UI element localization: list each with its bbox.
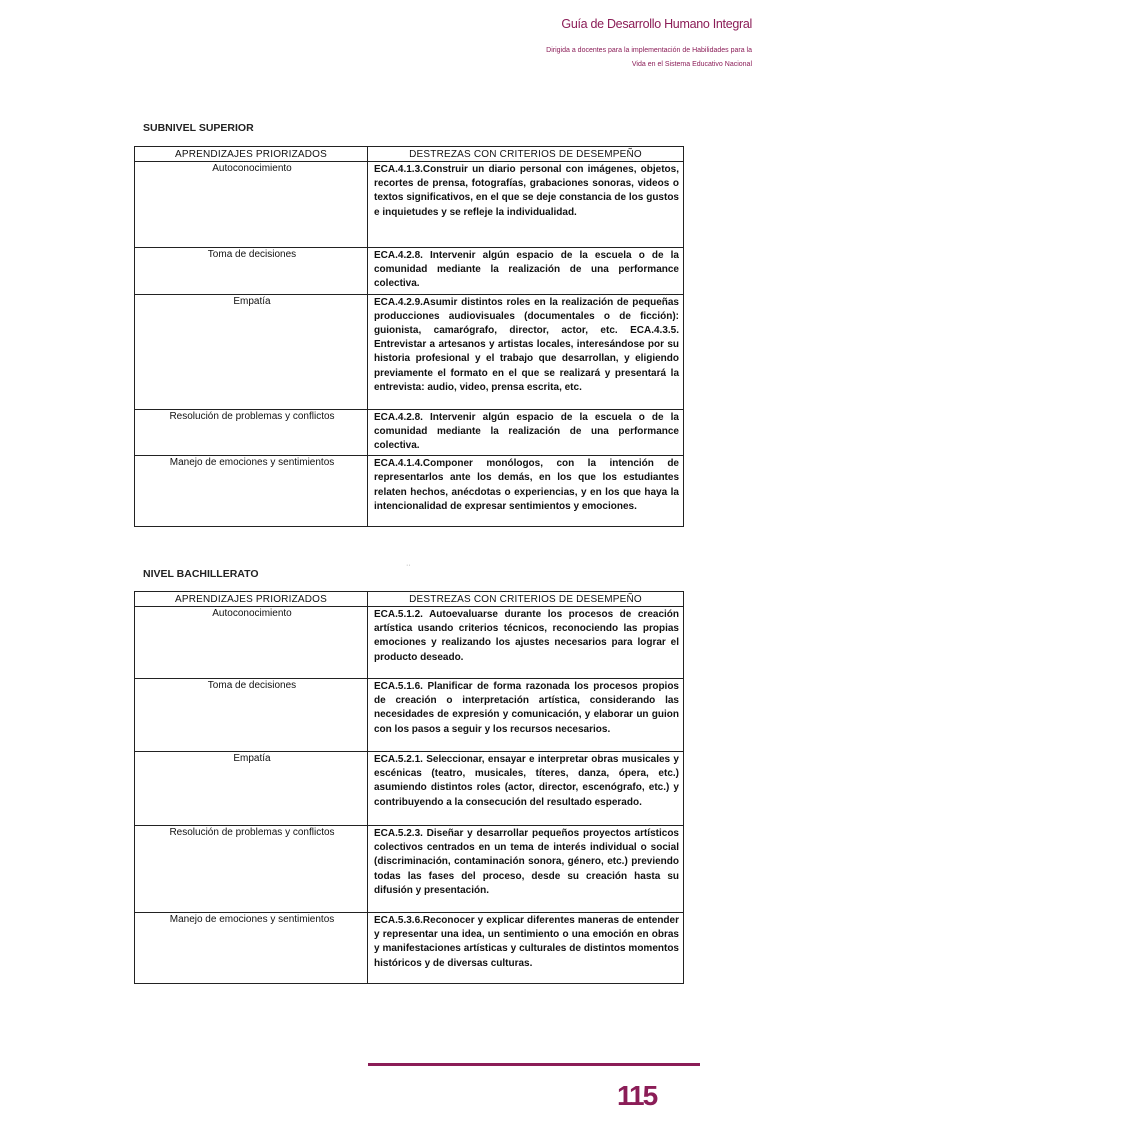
learning-cell: Toma de decisiones <box>135 248 368 295</box>
guide-subtitle <box>452 44 752 72</box>
table-row <box>135 248 684 295</box>
table-row <box>135 752 684 826</box>
guide-subtitle-line-1: Dirigida a docentes para la implementación de Habilidades para la <box>546 47 752 54</box>
skill-cell: ECA.4.1.3.Construir un diario personal con imágenes, objetos, recortes de prensa, fotografías, grabaciones sonoras, videos o textos significativos, en el que se deje constancia de los gustos e inquietudes y se refleje la individualidad. <box>368 162 684 248</box>
table-row <box>135 913 684 984</box>
learning-cell: Autoconocimiento <box>135 607 368 679</box>
column-header-learning: APRENDIZAJES PRIORIZADOS <box>135 147 368 162</box>
table-row <box>135 162 684 248</box>
learning-cell: Empatía <box>135 294 368 409</box>
learning-cell: Toma de decisiones <box>135 679 368 752</box>
skills-table-subnivel-superior <box>134 146 684 527</box>
table-header-row <box>135 592 684 607</box>
table-row <box>135 409 684 456</box>
column-header-skills: DESTREZAS CON CRITERIOS DE DESEMPEÑO <box>368 147 684 162</box>
column-header-skills: DESTREZAS CON CRITERIOS DE DESEMPEÑO <box>368 592 684 607</box>
skill-cell: ECA.5.2.3. Diseñar y desarrollar pequeños proyectos artísticos colectivos centrados en un tema de interés individual o social (discriminación, contaminación sonora, género, etc.) previendo todas las fases del proceso, desde su creación hasta su difusión y presentación. <box>368 826 684 913</box>
stray-mark: ·· <box>406 562 411 569</box>
page-number: 115 <box>617 1080 657 1111</box>
section-label-subnivel-superior: SUBNIVEL SUPERIOR <box>143 122 254 134</box>
learning-cell: Empatía <box>135 752 368 826</box>
table-row <box>135 294 684 409</box>
table-row <box>135 456 684 527</box>
learning-cell: Manejo de emociones y sentimientos <box>135 913 368 984</box>
section-label-nivel-bachillerato: NIVEL BACHILLERATO <box>143 568 259 580</box>
skills-table-nivel-bachillerato <box>134 591 684 984</box>
skill-cell: ECA.5.1.2. Autoevaluarse durante los procesos de creación artística usando criterios técnicos, reconociendo las propias emociones y realizando los ajustes necesarios para lograr el producto deseado. <box>368 607 684 679</box>
table-row <box>135 826 684 913</box>
skill-cell: ECA.5.1.6. Planificar de forma razonada los procesos propios de creación o interpretación artística, considerando las necesidades de expresión y comunicación, y elaborar un guion con los pasos a seguir y los recursos necesarios. <box>368 679 684 752</box>
learning-cell: Resolución de problemas y conflictos <box>135 409 368 456</box>
learning-cell: Autoconocimiento <box>135 162 368 248</box>
skill-cell: ECA.5.3.6.Reconocer y explicar diferentes maneras de entender y representar una idea, un sentimiento o una emoción en obras y manifestaciones artísticas y culturales de distintos momentos históricos y de diversas culturas. <box>368 913 684 984</box>
skill-cell: ECA.5.2.1. Seleccionar, ensayar e interpretar obras musicales y escénicas (teatro, musicales, títeres, danza, ópera, etc.) asumiendo distintos roles (actor, director, escenógrafo, etc.) y contribuyendo a la consecución del resultado esperado. <box>368 752 684 826</box>
guide-title: Guía de Desarrollo Humano Integral <box>561 17 752 31</box>
skill-cell: ECA.4.1.4.Componer monólogos, con la intención de representarlos ante los demás, en los que los estudiantes relaten hechos, anécdotas o experiencias, y en los que haya la intencionalidad de expresar sentimientos y emociones. <box>368 456 684 527</box>
footer-divider <box>368 1063 700 1066</box>
learning-cell: Manejo de emociones y sentimientos <box>135 456 368 527</box>
guide-subtitle-line-2: Vida en el Sistema Educativo Nacional <box>631 61 752 68</box>
skill-cell: ECA.4.2.8. Intervenir algún espacio de la escuela o de la comunidad mediante la realización de una performance colectiva. <box>368 248 684 295</box>
table-row <box>135 679 684 752</box>
skill-cell: ECA.4.2.8. Intervenir algún espacio de la escuela o de la comunidad mediante la realización de una performance colectiva. <box>368 409 684 456</box>
column-header-learning: APRENDIZAJES PRIORIZADOS <box>135 592 368 607</box>
table-header-row <box>135 147 684 162</box>
table-row <box>135 607 684 679</box>
learning-cell: Resolución de problemas y conflictos <box>135 826 368 913</box>
skill-cell: ECA.4.2.9.Asumir distintos roles en la realización de pequeñas producciones audiovisuales (documentales o de ficción): guionista, camarógrafo, director, actor, etc. ECA.4.3.5. Entrevistar a artesanos y artistas locales, interesándose por su historia profesional y el trabajo que desarrollan, y eligiendo previamente el formato en el que se realizará y presentará la entrevista: audio, video, prensa escrita, etc. <box>368 294 684 409</box>
